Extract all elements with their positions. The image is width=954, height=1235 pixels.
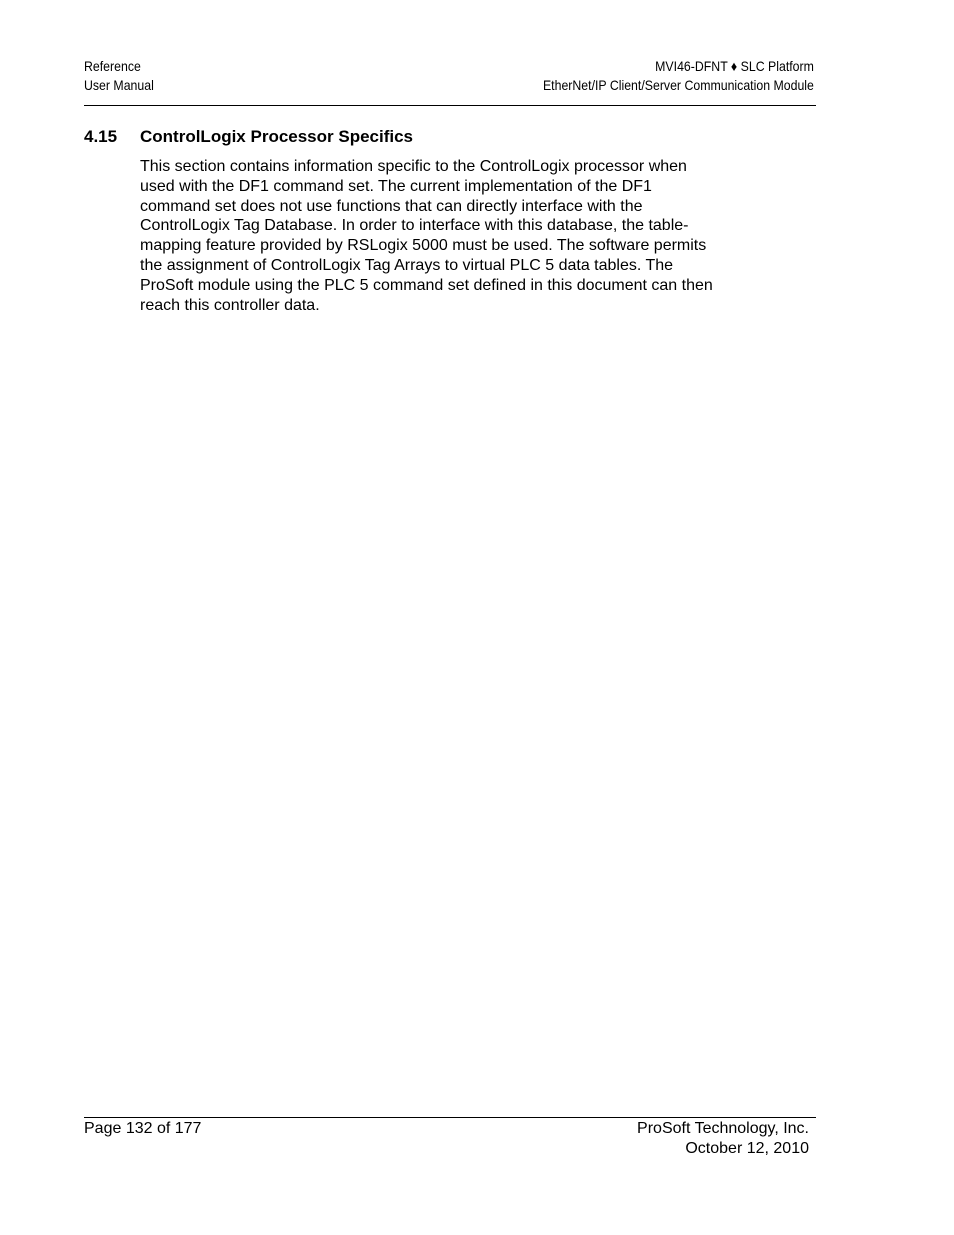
- footer-company: ProSoft Technology, Inc.: [637, 1120, 809, 1137]
- paragraph-line: ControlLogix Tag Database. In order to interface with this database, the table-: [140, 217, 689, 235]
- paragraph-line: reach this controller data.: [140, 296, 320, 314]
- header-product: MVI46-DFNT ♦ SLC Platform: [655, 58, 814, 74]
- footer-date: October 12, 2010: [685, 1140, 809, 1157]
- paragraph-line: the assignment of ControlLogix Tag Arrays to virtual PLC 5 data tables. The: [140, 256, 674, 274]
- footer-divider: [84, 1117, 816, 1118]
- paragraph-line: This section contains information specific to the ControlLogix processor when: [140, 158, 687, 175]
- paragraph-line: ProSoft module using the PLC 5 command set defined in this document can then: [140, 276, 713, 294]
- header-right: [543, 57, 814, 95]
- paragraph-line: mapping feature provided by RSLogix 5000 must be used. The software permits: [140, 237, 707, 255]
- page-header: [84, 57, 814, 97]
- header-doc-type: User Manual: [84, 77, 154, 93]
- paragraph-line: used with the DF1 command set. The current implementation of the DF1: [140, 177, 652, 195]
- header-product-description: EtherNet/IP Client/Server Communication Module: [543, 77, 814, 93]
- page-number: Page 132 of 177: [84, 1120, 202, 1137]
- header-divider: [84, 105, 816, 106]
- section-title: ControlLogix Processor Specifics: [140, 127, 414, 146]
- section-number: 4.15: [84, 127, 118, 146]
- paragraph-line: command set does not use functions that can directly interface with the: [140, 197, 643, 215]
- header-section-name: Reference: [84, 58, 141, 74]
- footer-right: [637, 1119, 809, 1159]
- header-left: [84, 57, 154, 95]
- section-paragraph: [140, 157, 780, 315]
- section-heading: [84, 126, 413, 148]
